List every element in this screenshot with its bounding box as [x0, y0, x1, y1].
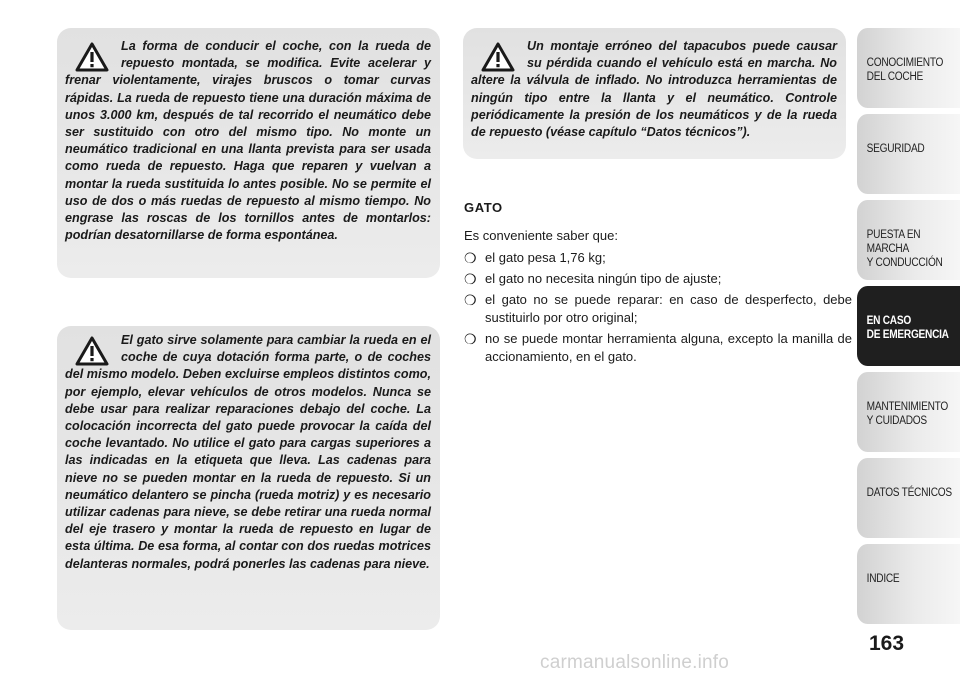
circle-bullet-icon: ❍ [464, 250, 477, 266]
warning-text: El gato sirve solamente para cambiar la rueda en el coche de cuya dotación forma parte, o de coches del mismo modelo. Deben excluirse empleos distintos como, por ejemplo, elevar vehículos de otros modelos. Nunca se debe usar para realizar reparaciones debajo del coche. La colocación incorrecta del gato puede provocar la caída del coche levantado. No utilice el gato para cargas superiores a las indicadas en la etiqueta que lleva. Las cadenas para nieve no se pueden montar en la rueda de repuesto. Si un neumático delantero se pincha (rueda motriz) y es necesario utilizar cadenas para nieve, se debe retirar una rueda normal del eje trasero y montar la rueda de repuesto en lugar de esta última. De esa forma, al contar con dos ruedas motrices delanteras normales, podrá ponerles las cadenas para nieve. [65, 333, 431, 571]
tab-en-caso-de-emergencia[interactable]: EN CASO DE EMERGENCIA [857, 286, 960, 366]
warning-triangle-icon [75, 42, 109, 72]
section-intro: Es conveniente saber que: [464, 228, 618, 243]
warning-box-jack [57, 326, 440, 630]
tab-puesta-en-marcha[interactable]: PUESTA EN MARCHA Y CONDUCCIÓN [857, 200, 960, 280]
tab-conocimiento-del-coche[interactable]: CONOCIMIENTO DEL COCHE [857, 28, 960, 108]
tab-seguridad[interactable]: SEGURIDAD [857, 114, 960, 194]
bullet-list [464, 249, 852, 366]
watermark: carmanualsonline.info [540, 652, 730, 673]
section-title: GATO [464, 200, 503, 215]
tab-mantenimiento[interactable]: MANTENIMIENTO Y CUIDADOS [857, 372, 960, 452]
warning-box-spare-wheel [57, 28, 440, 278]
warning-box-hubcap [463, 28, 846, 159]
list-item: ❍ el gato no necesita ningún tipo de ajuste; [464, 271, 722, 287]
page-number: 163 [869, 632, 905, 655]
section-gato [464, 200, 852, 369]
circle-bullet-icon: ❍ [464, 271, 477, 287]
warning-triangle-icon [481, 42, 515, 72]
chapter-tabs [857, 28, 960, 630]
warning-text: La forma de conducir el coche, con la rueda de repuesto montada, se modifica. Evite acelerar y frenar violentamente, virajes bruscos o tomar curvas rápidas. La rueda de repuesto tiene una duración máxima de unos 3.000 km, después de tal recorrido el neumático debe ser sustituido con otro del mismo tipo. No monte un neumático tradicional en una llanta prevista para ser usada como rueda de repuesto. Haga que reparen y vuelvan a montar la rueda sustituida lo antes posible. No se permite el uso de dos o más ruedas de repuesto al mismo tiempo. No engrase las roscas de los tornillos antes de montarlos: podrían desatornillarse de forma espontánea. [65, 39, 431, 243]
list-item: ❍ no se puede montar herramienta alguna, excepto la manilla de accionamiento, en el gato. [464, 331, 852, 364]
circle-bullet-icon: ❍ [464, 331, 477, 347]
warning-text: Un montaje erróneo del tapacubos puede causar su pérdida cuando el vehículo está en marcha. No altere la válvula de inflado. No introduzca herramientas de ningún tipo entre la llanta y el neumático. Controle periódicamente la presión de los neumáticos y de la rueda de repuesto (véase capítulo “Datos técnicos”). [471, 39, 837, 140]
list-item: ❍ el gato no se puede reparar: en caso de desperfecto, debe sustituirlo por otro original; [464, 292, 852, 325]
circle-bullet-icon: ❍ [464, 292, 477, 308]
tab-indice[interactable]: INDICE [857, 544, 960, 624]
list-item: ❍ el gato pesa 1,76 kg; [464, 250, 606, 266]
warning-triangle-icon [75, 336, 109, 366]
tab-datos-tecnicos[interactable]: DATOS TÉCNICOS [857, 458, 960, 538]
